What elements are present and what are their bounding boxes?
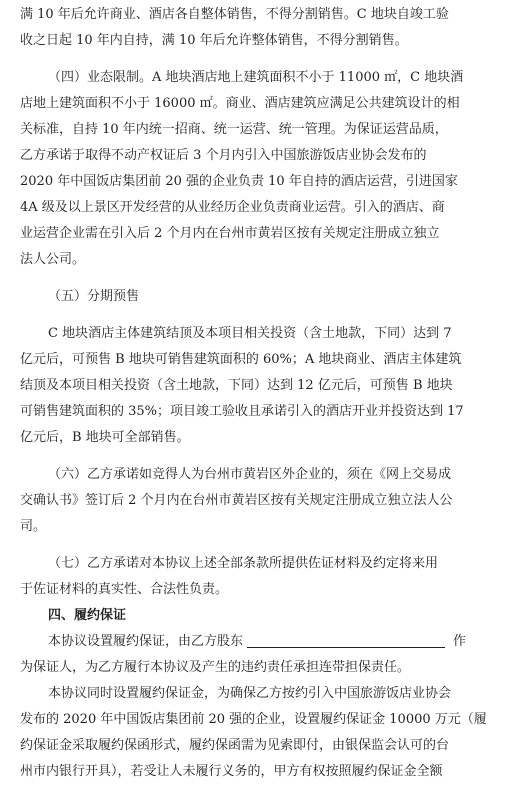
text-line: 可销售建筑面积的 35%；项目竣工验收且承诺引入的酒店开业并投资达到 17 [20, 404, 464, 419]
text-line: 结顶及本项目相关投资（含土地款，下同）达到 12 亿元后，可预售 B 地块 [20, 378, 453, 393]
text-line: 收之日起 10 年内自持，满 10 年后允许整体销售，不得分割销售。 [20, 33, 408, 48]
text-line: 法人公司。 [20, 252, 86, 267]
text-line: 满 10 年后允许商业、酒店各自整体销售，不得分割销售。C 地块自竣工验 [20, 7, 449, 22]
guarantor-text: 本协议设置履约保证，由乙方股东 [48, 634, 244, 649]
guarantor-text-end: 作 [453, 634, 467, 649]
text-line: 业运营企业需在引入后 2 个月内在台州市黄岩区按有关规定注册成立独立 [20, 226, 440, 241]
text-line: 亿元后，可预售 B 地块可销售建筑面积的 60%；A 地块商业、酒店主体建筑 [20, 352, 462, 367]
paragraph-gap [20, 310, 493, 321]
text-line: 4A 级及以上景区开发经营的从业经历企业负责商业运营。引入的酒店、商 [20, 200, 445, 215]
text-line: 本协议同时设置履约保证金，为确保乙方按约引入中国旅游饭店业协会 [48, 686, 452, 701]
text-line: C 地块酒店主体建筑结顶及本项目相关投资（含土地款，下同）达到 7 [48, 326, 452, 341]
paragraph-gap [20, 540, 493, 551]
guarantor-blank-line [247, 633, 445, 648]
text-line: 约保证金采取履约保函形式，履约保函需为见索即付，由银保监会认可的台 [20, 738, 450, 753]
text-line: 于佐证材料的真实性、合法性负责。 [20, 582, 229, 597]
text-line: 州市内银行开具），若受让人未履行义务的，甲方有权按照履约保证金全额 [20, 764, 443, 779]
text-line: 交确认书》签订后 2 个月内在台州市黄岩区按有关规定注册成立独立法人公 [20, 493, 453, 508]
section-7-line: （七）乙方承诺对本协议上述全部条款所提供佐证材料及约定将来用 [48, 556, 439, 571]
text-line: 亿元后，B 地块可全部销售。 [20, 430, 190, 445]
text-line: 发布的 2020 年中国饭店集团前 20 强的企业，设置履约保证金 10000 万元（履 [20, 712, 487, 727]
text-line: 为保证人，为乙方履行本协议及产生的违约责任承担连带担保责任。 [20, 660, 411, 675]
section-heading-performance-guarantee: 四、履约保证 [48, 608, 127, 623]
text-line: 乙方承诺于取得不动产权证后 3 个月内引入中国旅游饭店业协会发布的 [20, 148, 427, 163]
paragraph-gap [20, 451, 493, 462]
text-line: 2020 年中国饭店集团前 20 强的企业负责 10 年自持的酒店运营，引进国家 [20, 174, 458, 189]
section-6-line: （六）乙方承诺如竞得人为台州市黄岩区外企业的，须在《网上交易成 [48, 467, 452, 482]
paragraph-gap [20, 54, 493, 65]
guarantor-line [20, 629, 493, 655]
section-4-heading-line: （四）业态限制。A 地块酒店地上建筑面积不小于 11000 ㎡，C 地块酒 [48, 70, 464, 85]
section-5-heading: （五）分期预售 [48, 289, 140, 304]
paragraph-gap [20, 273, 493, 284]
text-line: 店地上建筑面积不小于 16000 ㎡。商业、酒店建筑应满足公共建筑设计的相 [20, 96, 460, 111]
text-line: 关标准，自持 10 年内统一招商、统一运营、统一管理。为保证运营品质， [20, 122, 448, 137]
text-line: 司。 [20, 519, 47, 534]
